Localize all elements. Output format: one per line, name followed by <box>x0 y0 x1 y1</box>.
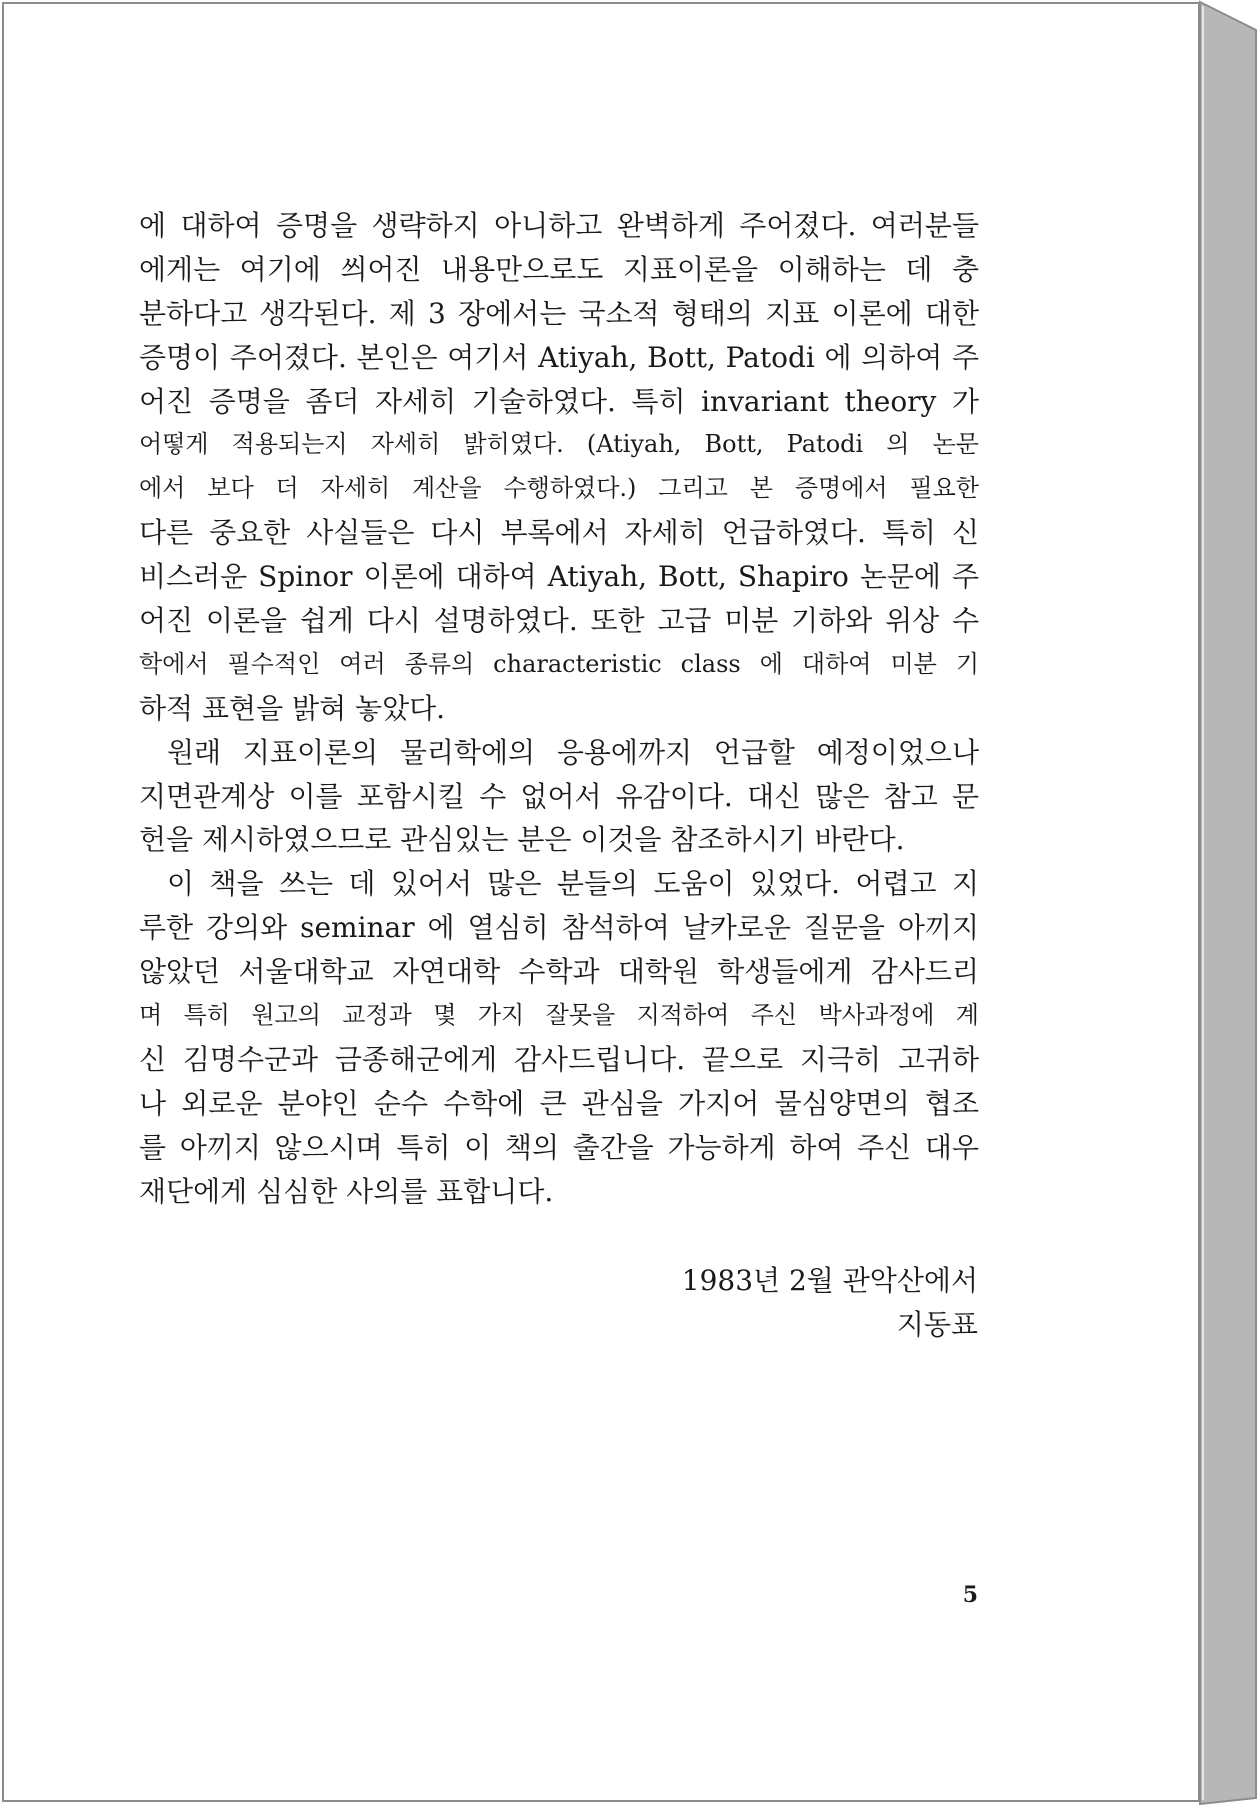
text-line: 원래 지표이론의 물리학에의 응용에까지 언급할 예정이었으나 <box>167 735 979 769</box>
page-number: 5 <box>962 1582 978 1608</box>
signature-block <box>600 1259 978 1347</box>
text-line: 에게는 여기에 씌어진 내용만으로도 지표이론을 이해하는 데 충 <box>139 252 979 286</box>
text-line: 에 대하여 증명을 생략하지 아니하고 완벽하게 주어졌다. 여러분들 <box>139 209 979 242</box>
text-line: 않았던 서울대학교 자연대학 수학과 대학원 학생들에게 감사드리 <box>139 955 979 989</box>
text-line: 이 책을 쓰는 데 있어서 많은 분들의 도움이 있었다. 어렵고 지 <box>167 867 979 901</box>
page-side-edge <box>1200 2 1256 1804</box>
text-line: 학에서 필수적인 여러 종류의 characteristic class 에 대하여 미분 기 <box>139 649 979 678</box>
text-line: 어진 증명을 좀더 자세히 기술하였다. 특히 invariant theory 가 <box>139 384 979 418</box>
text-line: 지면관계상 이를 포함시킬 수 없어서 유감이다. 대신 많은 참고 문 <box>139 779 979 813</box>
text-line: 나 외로운 분야인 순수 수학에 큰 관심을 가지어 물심양면의 협조 <box>139 1086 979 1120</box>
text-line: 루한 강의와 seminar 에 열심히 참석하여 날카로운 질문을 아끼지 <box>139 911 979 945</box>
signature-date-place: 1983년 2월 관악산에서 <box>681 1264 978 1297</box>
text-line: 증명이 주어졌다. 본인은 여기서 Atiyah, Bott, Patodi 에 의하여 주 <box>139 340 979 374</box>
text-line: 비스러운 Spinor 이론에 대하여 Atiyah, Bott, Shapiro 논문에 주 <box>139 560 979 594</box>
text-line: 헌을 제시하였으므로 관심있는 분은 이것을 참조하시기 바란다. <box>139 823 905 857</box>
body-text <box>139 204 979 1213</box>
text-line: 재단에게 심심한 사의를 표합니다. <box>139 1174 554 1208</box>
text-line: 며 특히 원고의 교정과 몇 가지 잘못을 지적하여 주신 박사과정에 계 <box>139 1001 979 1030</box>
text-line: 다른 중요한 사실들은 다시 부록에서 자세히 언급하였다. 특히 신 <box>139 516 979 550</box>
text-line: 신 김명수군과 금종해군에게 감사드립니다. 끝으로 지극히 고귀하 <box>139 1042 979 1076</box>
text-line: 어진 이론을 쉽게 다시 설명하였다. 또한 고급 미분 기하와 위상 수 <box>139 604 979 638</box>
text-line: 분하다고 생각된다. 제 3 장에서는 국소적 형태의 지표 이론에 대한 <box>139 296 979 330</box>
text-line: 하적 표현을 밝혀 놓았다. <box>139 691 446 725</box>
signature-author: 지동표 <box>896 1308 978 1341</box>
text-line: 를 아끼지 않으시며 특히 이 책의 출간을 가능하게 하여 주신 대우 <box>139 1130 979 1164</box>
text-line: 어떻게 적용되는지 자세히 밝히였다. (Atiyah, Bott, Patodi 의 논문 <box>139 430 979 459</box>
text-line: 에서 보다 더 자세히 계산을 수행하였다.) 그리고 본 증명에서 필요한 <box>139 474 979 503</box>
